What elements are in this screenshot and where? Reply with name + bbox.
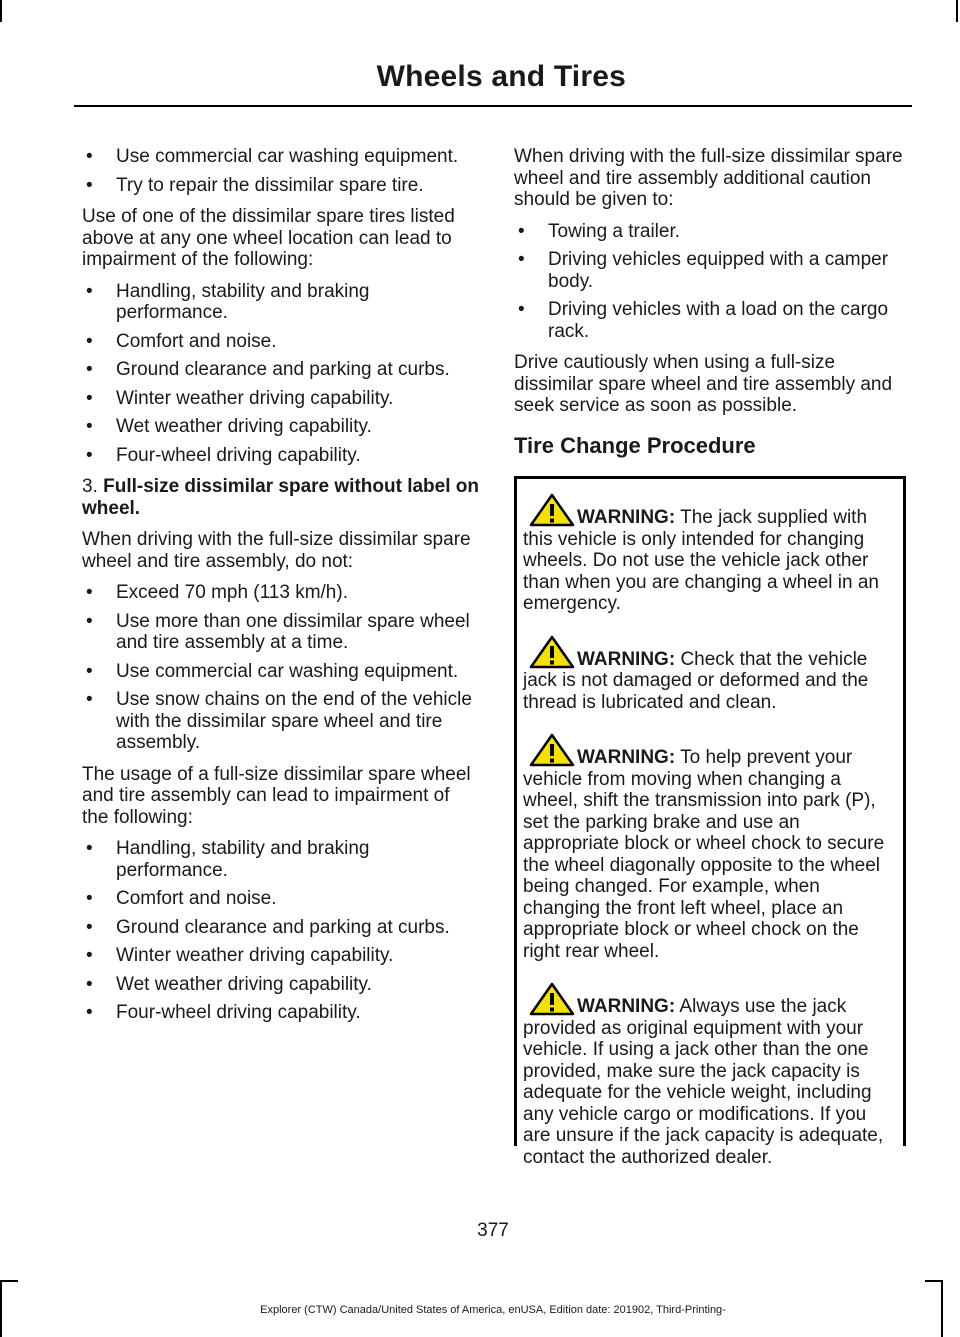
- list-item: • Exceed 70 mph (113 km/h).: [86, 582, 348, 603]
- crop-mark-bottom-right-h: [925, 1280, 943, 1282]
- numbered-item-3: [82, 476, 480, 519]
- crop-mark-top-left: [0, 0, 2, 22]
- paragraph: Use of one of the dissimilar spare tires listed above at any one wheel location can lead to impairment of the following:: [82, 206, 455, 270]
- warning-label: WARNING:: [577, 747, 676, 768]
- warning-triangle-icon: [529, 635, 575, 669]
- warning-item: [523, 493, 895, 615]
- list-item: • Four-wheel driving capability.: [86, 1002, 361, 1023]
- list-item: • Handling, stability and braking performance.: [86, 838, 370, 881]
- warning-box: [514, 476, 906, 1168]
- list-item: • Winter weather driving capability.: [86, 945, 394, 966]
- item-title: Full-size dissimilar spare without label on wheel.: [82, 476, 479, 519]
- warning-triangle-icon: [529, 493, 575, 527]
- bullet-list-do-not: [82, 582, 480, 754]
- list-item: • Wet weather driving capability.: [86, 973, 372, 995]
- warning-text: Always use the jack provided as original equipment with your vehicle. If using a jack other than the one provided, make sure the jack capacity is adequate for the vehicle weight, including any vehicle cargo or modifications. If you are unsure if the jack capacity is adequate, contact the authorized dealer.: [523, 996, 884, 1168]
- list-item: • Driving vehicles equipped with a camper body.: [518, 249, 889, 292]
- warning-text: To help prevent your vehicle from moving when changing a wheel, shift the transmission into park (P), set the parking brake and use an appropriate block or wheel chock to secure the wheel diagonally opposite to the wheel being changed. For example, when changing the front left wheel, place an appropriate block or wheel chock on the right rear wheel.: [523, 747, 885, 962]
- footer-edition-info: Explorer (CTW) Canada/United States of America, enUSA, Edition date: 201902, Third-Printing-: [260, 1304, 726, 1316]
- list-item: • Use snow chains on the end of the vehicle with the dissimilar spare wheel and tire assembly.: [86, 689, 472, 753]
- header-divider: [74, 105, 912, 107]
- list-item: • Comfort and noise.: [86, 888, 277, 909]
- list-item: • Use commercial car washing equipment.: [86, 660, 459, 682]
- list-item: • Towing a trailer.: [518, 220, 681, 242]
- warning-item: [523, 635, 895, 714]
- bullet-list-caution: [514, 221, 906, 343]
- warning-item: [523, 982, 895, 1168]
- list-item: • Winter weather driving capability.: [86, 387, 394, 409]
- crop-mark-bottom-left-h: [0, 1280, 18, 1282]
- warning-label: WARNING:: [577, 648, 676, 670]
- warning-text: Check that the vehicle jack is not damaged or deformed and the thread is lubricated and clean.: [523, 648, 869, 713]
- section-heading: Tire Change Procedure: [514, 432, 756, 458]
- left-column: [82, 146, 480, 1034]
- page-number: 377: [477, 1220, 509, 1241]
- list-item: • Handling, stability and braking performance.: [86, 280, 370, 323]
- warning-item: [523, 733, 895, 962]
- list-item: • Use more than one dissimilar spare wheel and tire assembly at a time.: [86, 610, 470, 653]
- list-item: • Four-wheel driving capability.: [86, 444, 361, 466]
- list-item: • Try to repair the dissimilar spare tire.: [86, 174, 424, 196]
- paragraph: The usage of a full-size dissimilar spare wheel and tire assembly can lead to impairment of the following:: [82, 763, 471, 828]
- paragraph: When driving with the full-size dissimilar spare wheel and tire assembly additional caution should be given to:: [514, 146, 903, 210]
- crop-mark-top-right: [956, 0, 958, 22]
- list-item: • Use commercial car washing equipment.: [86, 146, 459, 167]
- warning-triangle-icon: [529, 733, 575, 767]
- bullet-list-impairment-2: [82, 838, 480, 1024]
- paragraph: When driving with the full-size dissimilar spare wheel and tire assembly, do not:: [82, 529, 471, 572]
- warning-label: WARNING:: [577, 507, 676, 528]
- list-item: • Comfort and noise.: [86, 330, 277, 352]
- list-item: • Wet weather driving capability.: [86, 416, 372, 437]
- list-item: • Ground clearance and parking at curbs.: [86, 916, 450, 938]
- page-title: Wheels and Tires: [376, 60, 626, 93]
- warning-label: WARNING:: [577, 996, 676, 1017]
- list-item: • Driving vehicles with a load on the cargo rack.: [518, 299, 889, 342]
- warning-triangle-icon: [529, 982, 575, 1016]
- warning-text: The jack supplied with this vehicle is only intended for changing wheels. Do not use the vehicle jack other than when you are changing a wheel in an emergency.: [523, 507, 879, 614]
- bullet-list-top: [82, 146, 480, 196]
- list-item: • Ground clearance and parking at curbs.: [86, 359, 450, 380]
- bullet-list-impairment-1: [82, 281, 480, 467]
- item-number: 3.: [82, 476, 98, 497]
- paragraph: Drive cautiously when using a full-size dissimilar spare wheel and tire assembly and seek service as soon as possible.: [514, 352, 893, 416]
- right-column: [514, 146, 906, 1168]
